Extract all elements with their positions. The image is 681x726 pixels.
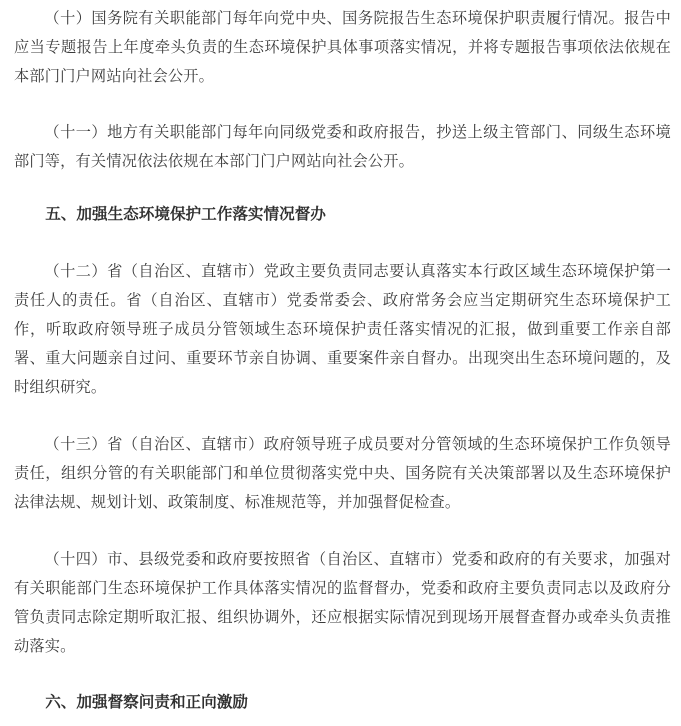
section-heading-5: 五、加强生态环境保护工作落实情况督办 [45,205,326,223]
paragraph-13: （十三）省（自治区、直辖市）政府领导班子成员要对分管领域的生态环境保护工作负领导责任，组织分管的有关职能部门和单位贯彻落实党中央、国务院有关决策部署以及生态环境保护法律法规、规划计划、政策制度、标准规范等，并加强督促检查。 [14,435,671,511]
paragraph-12: （十二）省（自治区、直辖市）党政主要负责同志要认真落实本行政区域生态环境保护第一责任人的责任。省（自治区、直辖市）党委常委会、政府常务会应当定期研究生态环境保护工作，听取政府领导班子成员分管领域生态环境保护责任落实情况的汇报，做到重要工作亲自部署、重大问题亲自过问、重要环节亲自协调、重要案件亲自督办。出现突出生态环境问题的，及时组织研究。 [14,262,671,396]
paragraph-10: （十）国务院有关职能部门每年向党中央、国务院报告生态环境保护职责履行情况。报告中应当专题报告上年度牵头负责的生态环境保护具体事项落实情况，并将专题报告事项依法依规在本部门门户网站向社会公开。 [14,9,671,85]
paragraph-11: （十一）地方有关职能部门每年向同级党委和政府报告，抄送上级主管部门、同级生态环境部门等，有关情况依法依规在本部门门户网站向社会公开。 [14,123,671,170]
section-heading-6: 六、加强督察问责和正向激励 [45,693,248,711]
paragraph-14: （十四）市、县级党委和政府要按照省（自治区、直辖市）党委和政府的有关要求，加强对有关职能部门生态环境保护工作具体落实情况的监督督办，党委和政府主要负责同志以及政府分管负责同志除定期听取汇报、组织协调外，还应根据实际情况到现场开展督查督办或牵头负责推动落实。 [14,550,671,655]
